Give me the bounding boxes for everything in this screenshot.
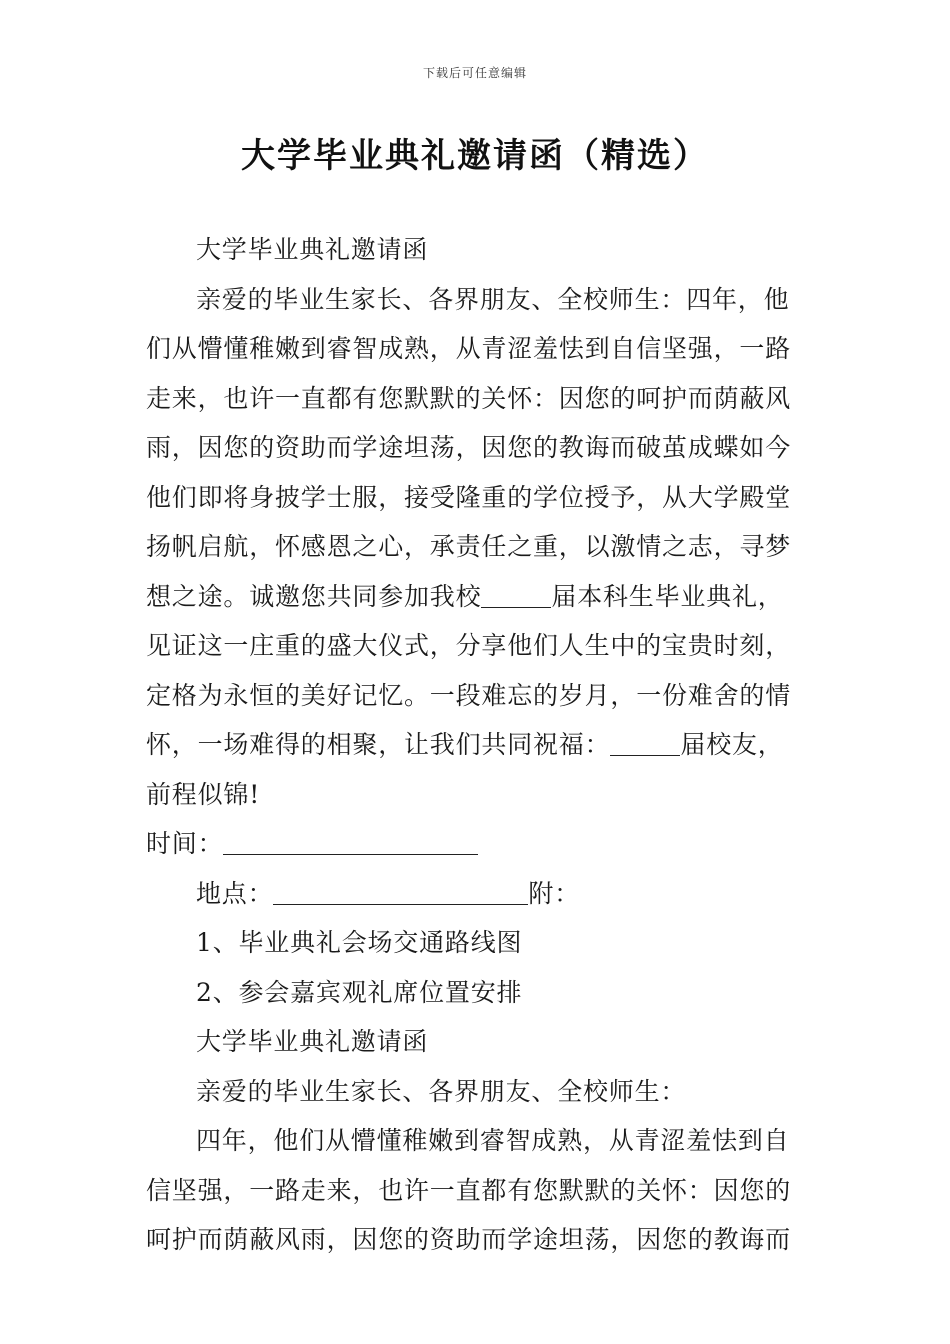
attachment-item-1: 1、毕业典礼会场交通路线图 — [196, 928, 523, 957]
header-note: 下载后可任意编辑 — [422, 66, 527, 80]
attachment-item-2: 2、参会嘉宾观礼席位置安排 — [196, 977, 523, 1007]
place-label: 地点： — [196, 878, 274, 908]
section1-paragraph — [146, 275, 808, 869]
time-blank — [223, 828, 478, 855]
section2-paragraph: 四年，他们从懵懂稚嫩到睿智成熟，从青涩羞怯到自信坚强，一路走来，也许一直都有您默默的关怀：因您的呵护而荫蔽风雨，因您的资助而学途坦荡，因您的教诲而 — [146, 1126, 792, 1254]
paragraph-text-a: 亲爱的毕业生家长、各界朋友、全校师生：四年，他们从懵懂稚嫩到睿智成熟，从青涩羞怯到自信坚强，一路走来，也许一直都有您默默的关怀：因您的呵护而荫蔽风雨，因您的资助而学途坦荡，因您的教诲而破茧成蝶如今他们即将身披学士服，接受隆重的学位授予，从大学殿堂扬帆启航，怀感恩之心，承责任之重，以激情之志，寻梦想之途。诚邀您共同参加我校 — [146, 284, 792, 611]
section1-heading: 大学毕业典礼邀请函 — [196, 235, 429, 264]
place-blank — [273, 877, 528, 904]
document-title: 大学毕业典礼邀请函（精选） — [241, 136, 709, 176]
paragraph-text-b: 届本科生毕业典礼，见证这一庄重的盛大仪式，分享他们人生中的宝贵时刻，定格为永恒的美好记忆。一段难忘的岁月，一份难舍的情怀，一场难得的相聚，让我们共同祝福： — [146, 581, 792, 759]
place-line — [146, 869, 808, 919]
blank-line — [481, 580, 551, 607]
document-body — [146, 225, 808, 1265]
blank-line — [610, 729, 680, 756]
paragraph-text-c: 届校友，前程似锦! — [146, 730, 784, 809]
section2-heading: 大学毕业典礼邀请函 — [196, 1027, 429, 1056]
section2-salutation: 亲爱的毕业生家长、各界朋友、全校师生： — [196, 1076, 687, 1106]
time-label: 时间： — [146, 829, 224, 858]
attachment-label: 附： — [528, 878, 581, 908]
